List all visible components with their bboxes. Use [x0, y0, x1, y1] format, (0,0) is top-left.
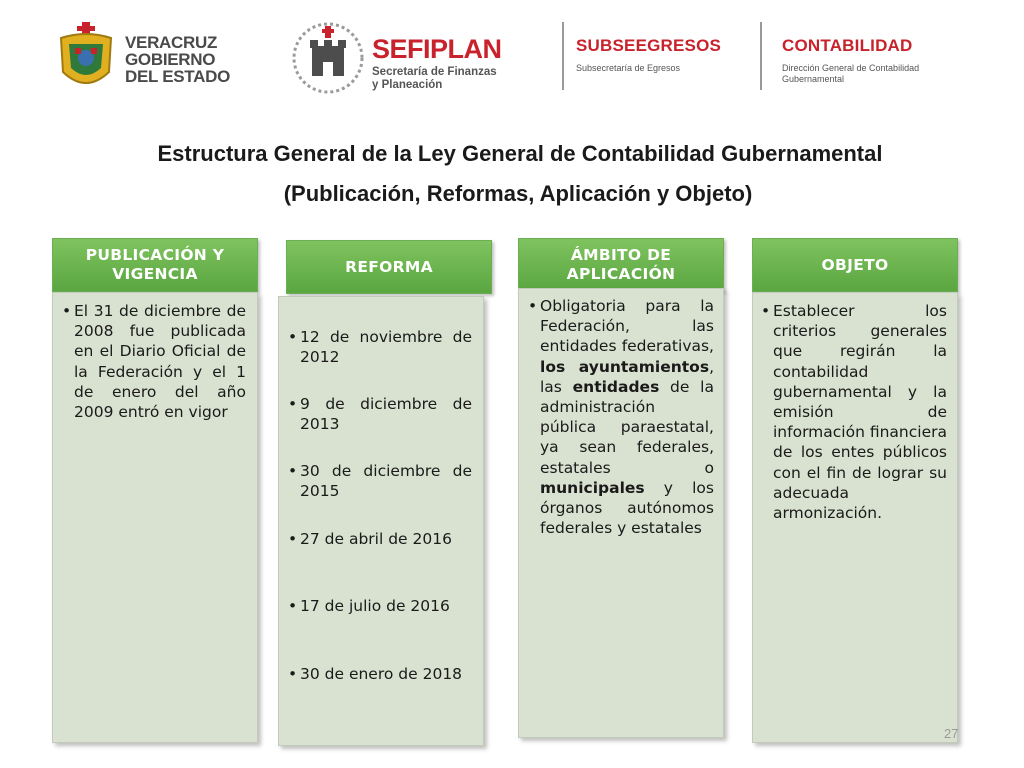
veracruz-wordmark: [125, 34, 230, 85]
bullet-icon: •: [528, 297, 538, 315]
ambito-text-c: de la administración pública paraestatal, ya sean federales, estatales o: [540, 377, 714, 477]
page-title: Estructura General de la Ley General de Contabilidad Gubernamental: [157, 141, 883, 166]
bullet-icon: •: [288, 597, 298, 615]
header-divider: [562, 22, 564, 90]
ambito-header: [518, 238, 724, 292]
contabilidad-logo: [782, 36, 919, 85]
objeto-header-label: OBJETO: [821, 255, 889, 274]
publicacion-panel: [52, 292, 258, 743]
veracruz-line2: GOBIERNO: [125, 50, 216, 69]
subseegresos-logo: [576, 36, 721, 74]
castle-icon: [292, 18, 364, 98]
contabilidad-title: CONTABILIDAD: [782, 36, 913, 55]
reforma-panel: [278, 296, 484, 746]
reforma-item: 17 de julio de 2016: [300, 597, 450, 615]
veracruz-line1: VERACRUZ: [125, 33, 218, 52]
list-item: [288, 529, 472, 549]
page-subtitle: (Publicación, Reformas, Aplicación y Objeto): [283, 181, 753, 206]
reforma-item: 30 de enero de 2018: [300, 665, 463, 683]
sefiplan-logo: [292, 18, 540, 98]
ambito-bold-b: entidades: [572, 377, 660, 396]
subseegresos-sub: [576, 63, 721, 74]
publicacion-header: [52, 238, 258, 292]
list-item: [288, 327, 472, 367]
bullet-icon: •: [62, 302, 72, 320]
ambito-bold-a: los ayuntamientos: [540, 357, 710, 376]
publicacion-header-line2: VIGENCIA: [112, 265, 198, 283]
reforma-header: [286, 240, 492, 294]
publicacion-text: El 31 de diciembre de 2008 fue publicada en el Diario Oficial de la Federación y el 1 de enero del año 2009 entró en vigor: [74, 302, 246, 422]
bullet-icon: •: [288, 530, 298, 548]
page-number: 27: [944, 726, 959, 741]
subseegresos-sub-text: Subsecretaría de Egresos: [576, 63, 681, 73]
ambito-panel: [518, 288, 724, 738]
reforma-item: 12 de noviembre de 2012: [300, 328, 472, 367]
reforma-header-label: REFORMA: [345, 257, 433, 276]
reforma-item: 9 de diciembre de 2013: [300, 395, 472, 434]
contabilidad-sub2: Gubernamental: [782, 74, 845, 84]
ambito-header-line2: APLICACIÓN: [566, 265, 676, 283]
ambito-bold-c: municipales: [540, 478, 645, 497]
subseegresos-title: SUBSEEGRESOS: [576, 36, 722, 55]
ambito-text-b: , las: [540, 357, 714, 396]
reforma-item: 27 de abril de 2016: [300, 530, 452, 548]
objeto-text: Establecer los criterios generales que regirán la contabilidad gubernamental y la emisión de información financiera de los entes públicos con el fin de lograr su adecuada armonización.: [773, 302, 947, 523]
objeto-panel: [752, 292, 958, 743]
bullet-icon: •: [288, 328, 298, 346]
list-item: [761, 301, 947, 523]
bullet-icon: •: [288, 395, 298, 413]
sefiplan-sub2: y Planeación: [372, 79, 443, 91]
bullet-icon: •: [288, 665, 298, 683]
veracruz-crest-icon: [55, 22, 117, 94]
bullet-icon: •: [288, 462, 298, 480]
bullet-icon: •: [761, 302, 771, 320]
contabilidad-sub1: Dirección General de Contabilidad: [782, 63, 920, 73]
veracruz-line3: DEL ESTADO: [125, 67, 230, 86]
publicacion-header-line1: PUBLICACIÓN Y: [85, 246, 225, 264]
contabilidad-sub: [782, 63, 919, 85]
sefiplan-subtitle: [372, 66, 497, 92]
header-divider: [760, 22, 762, 90]
list-item: [288, 394, 472, 434]
list-item: [62, 301, 246, 422]
list-item: [288, 596, 472, 616]
veracruz-logo: [55, 22, 245, 94]
ambito-header-line1: ÁMBITO DE: [570, 246, 672, 264]
list-item: [288, 461, 472, 501]
ambito-text-a: Obligatoria para la Federación, las entidades federativas,: [540, 297, 714, 356]
sefiplan-sub1: Secretaría de Finanzas: [372, 66, 497, 78]
objeto-header: [752, 238, 958, 292]
list-item: [288, 664, 472, 684]
ambito-text-d: y los órganos autónomos federales y estatales: [540, 478, 714, 538]
reforma-item: 30 de diciembre de 2015: [300, 462, 472, 501]
list-item: [528, 296, 714, 538]
sefiplan-name: SEFIPLAN: [372, 34, 502, 64]
